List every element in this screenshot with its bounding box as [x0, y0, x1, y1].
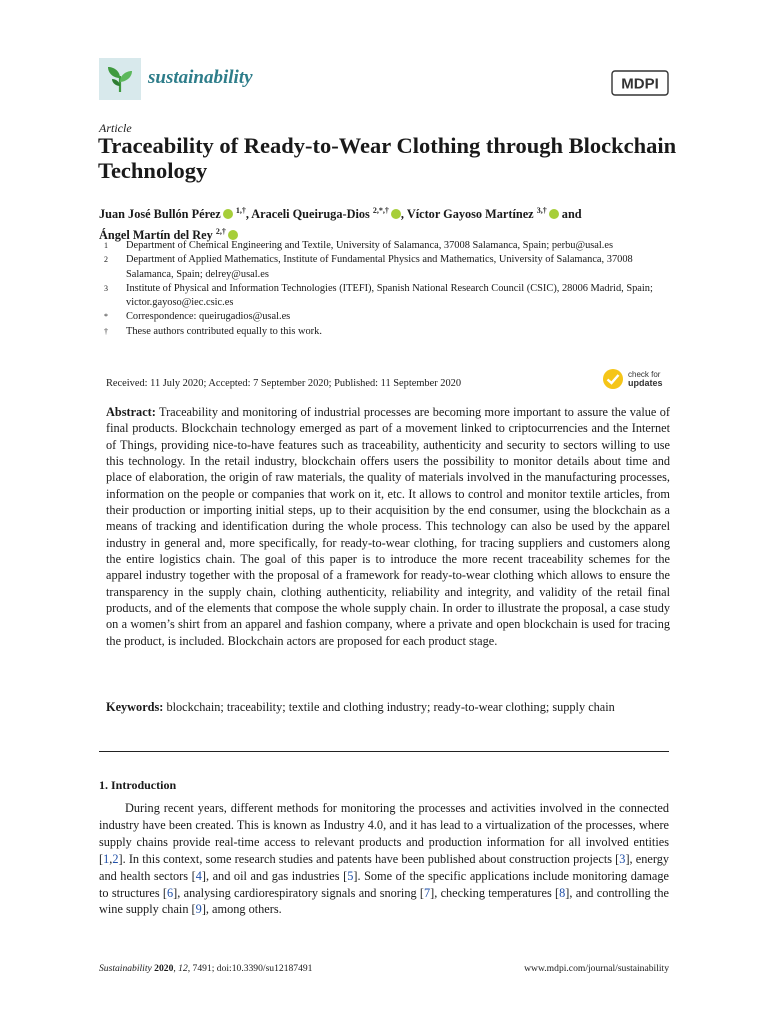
orcid-icon[interactable]: [223, 209, 233, 219]
citation-link[interactable]: 3: [619, 851, 626, 866]
check-updates-line1: check for: [628, 370, 661, 379]
citation-link[interactable]: 5: [347, 868, 354, 883]
affiliation-item: 1 Department of Chemical Engineering and Textile, University of Salamanca, 37008 Salamanca, Spain; perbu@usal.es: [104, 240, 614, 251]
article-type: Article: [99, 121, 132, 135]
citation-link[interactable]: 2: [112, 851, 119, 866]
section-heading: 1. Introduction: [99, 778, 177, 792]
equal-contribution-note: † These authors contributed equally to this work.: [104, 325, 322, 337]
affiliation-item: 3 Institute of Physical and Information Technologies (ITEFI), Spanish National Research Council (CSIC), 28006 Madrid, Spain; victor.gayoso@iec.csic.es: [104, 282, 653, 309]
citation-link[interactable]: 6: [167, 885, 174, 900]
check-updates-icon: [602, 368, 624, 390]
publisher-name: MDPI: [621, 75, 659, 93]
author-name[interactable]: Juan José Bullón Pérez: [99, 207, 221, 222]
footer-citation: Sustainability 2020, 12, 7491; doi:10.3390/su12187491: [99, 963, 313, 974]
author-and: and: [561, 207, 582, 222]
publication-dates: Received: 11 July 2020; Accepted: 7 September 2020; Published: 11 September 2020: [106, 378, 462, 389]
check-for-updates-button[interactable]: [602, 368, 663, 390]
keywords: [106, 699, 670, 715]
section-divider: [99, 751, 669, 752]
author-affil-sup: 2,*,†: [372, 206, 389, 215]
author-name[interactable]: Víctor Gayoso Martínez: [406, 207, 534, 222]
abstract: [106, 404, 670, 649]
check-updates-line2: updates: [628, 378, 663, 388]
affiliation-item: 2 Department of Applied Mathematics, Institute of Fundamental Physics and Mathematics, University of Salamanca, 37008 Salamanca, Spain; delrey@usal.es: [104, 254, 633, 280]
keywords-label: Keywords:: [106, 700, 164, 714]
citation-link[interactable]: 1: [103, 851, 110, 866]
author-name[interactable]: Ángel Martín del Rey: [99, 228, 213, 243]
citation-link[interactable]: 4: [195, 868, 202, 883]
orcid-icon[interactable]: [391, 209, 401, 219]
citation-link[interactable]: 8: [559, 885, 566, 900]
keywords-text: blockchain; traceability; textile and clothing industry; ready-to-wear clothing; supply chain: [166, 700, 615, 714]
affiliations: [104, 239, 674, 339]
author-list: Juan José Bullón Pérez $^{1,\dagger}$, Araceli Queiruga-Dios $^{2,*,\dagger}$ , Víctor Gayoso Martínez $^{3,\dagger}$ and Ángel Martín del Rey $^{2,\dagger}$: [99, 206, 582, 243]
correspondence: * Correspondence: queirugadios@usal.es: [104, 311, 291, 323]
journal-logo[interactable]: [99, 58, 141, 100]
article-title: Traceability of Ready-to-Wear Clothing through Blockchain Technology: [98, 133, 677, 183]
author-name[interactable]: Araceli Queiruga-Dios: [251, 207, 370, 222]
orcid-icon[interactable]: [549, 209, 559, 219]
leaf-sprout-icon: [103, 62, 137, 96]
intro-paragraph: During recent years, different methods for monitoring the processes and activities involved in the connected industry have been created. This is known as Industry 4.0, and it has lead to a virtualization of the processes, where supply chains provide real-time access to relevant products and production information for all involved entities [1,2]. In this context, some research studies and patents have been published about construction projects [3], energy and health sectors [4], and oil and gas industries [5]. Some of the specific applications include monitoring damage to structures [6], analysing cardiorespiratory signals and snoring [7], checking temperatures [8], and controlling the wine supply chain [9], among others.: [99, 801, 669, 917]
publisher-logo[interactable]: [611, 68, 669, 103]
journal-name[interactable]: sustainability: [148, 67, 253, 88]
author-affil-sup: 3,†: [536, 206, 547, 215]
abstract-label: Abstract:: [106, 405, 156, 419]
citation-link[interactable]: 9: [195, 902, 202, 917]
author-affil-sup: 2,†: [215, 227, 226, 237]
citation-link[interactable]: 7: [423, 885, 431, 900]
author-affil-sup: 1,†: [235, 206, 246, 215]
footer-journal-url[interactable]: www.mdpi.com/journal/sustainability: [524, 963, 669, 974]
abstract-text: Traceability and monitoring of industrial processes are becoming more important to assure the value of final products. Blockchain technology emerged as part of a movement linked to criptocurrencies and the Internet of Things, providing nice-to-have features such as traceability, authenticity and security to sectors willing to use this technology. In the retail industry, blockchain offers users the possibility to monitor details about time and place of elaboration, the origin of raw materials, the quality of materials involved in the manufacturing processes, information on the people or companies that work on it, etc. It allows to control and monitor textile articles, from their production or importing initial steps, up to their acquisition by the end consumer, using the blockchain as a means of tracking and identification during the whole process. This technology can also be used by the apparel industry in general and, more specifically, for ready-to-wear clothing, for tracing suppliers and customers along the entire logistics chain. The goal of this paper is to introduce the more recent traceability schemes for the apparel industry together with the proposal of a framework for ready-to-wear clothing which allows to ensure the transparency in the supply chain, clothing authenticity, reliability and integrity, and validity of the retail final products, and of the elements that compose the whole supply chain. In order to illustrate the proposal, a case study on a women’s shirt from an apparel and fashion company, where a private and open blockchain is used for tracing the product, is included. Blockchain actors are proposed for each product stage.: [106, 405, 670, 648]
